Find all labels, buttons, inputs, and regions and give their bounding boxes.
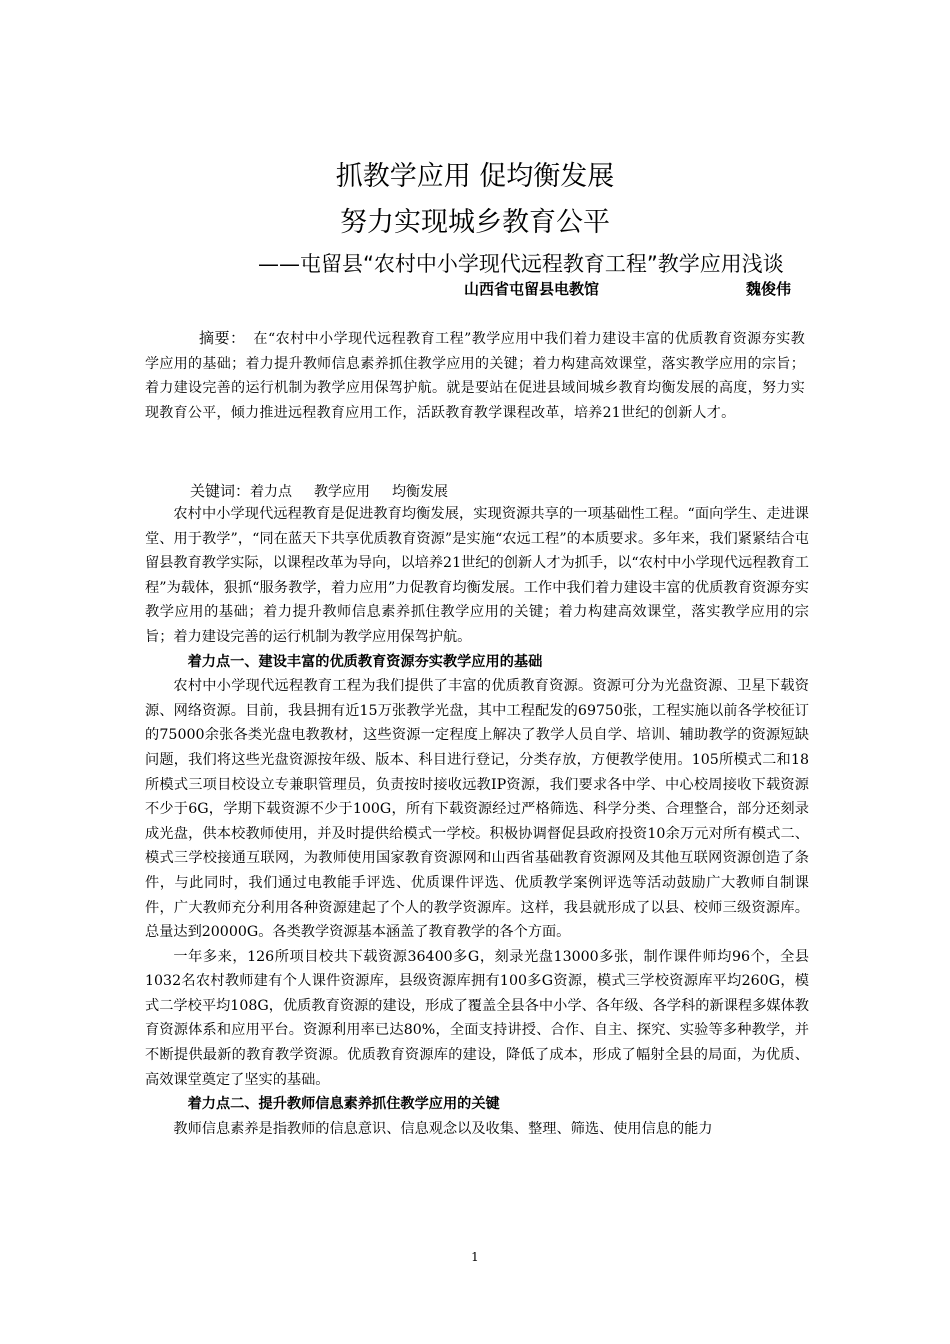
body-text bbox=[145, 502, 809, 1141]
section-heading-2: 着力点二、提升教师信息素养抓住教学应用的关键 bbox=[187, 1096, 500, 1113]
organization: 山西省屯留县电教馆 bbox=[464, 280, 600, 298]
intro-paragraph: 农村中小学现代远程教育是促进教育均衡发展，实现资源共享的一项基础性工程。“面向学生、走进课堂、用于教学”，“同在蓝天下共享优质教育资源”是实施“农远工程”的本质要求。多年来，我们紧紧结合屯留县教育教学实际，以课程改革为导向，以培养21世纪的创新人才为抓手，以“农村中小学现代远程教育工程”为载体，狠抓“服务教学，着力应用”力促教育均衡发展。工作中我们着力建设丰富的优质教育资源夯实教学应用的基础；着力提升教师信息素养抓住教学应用的关键；着力构建高效课堂，落实教学应用的宗旨；着力建设完善的运行机制为教学应用保驾护航。 bbox=[145, 506, 809, 645]
title-line-2: 努力实现城乡教育公平 bbox=[340, 207, 610, 238]
abstract bbox=[145, 326, 805, 425]
keyword-item: 均衡发展 bbox=[392, 484, 449, 500]
abstract-text: 在“农村中小学现代远程教育工程”教学应用中我们着力建设丰富的优质教育资源夯实教学应用的基础；着力提升教师信息素养抓住教学应用的关键；着力构建高效课堂，落实教学应用的宗旨；着力建设完善的运行机制为教学应用保驾护航。就是要站在促进县域间城乡教育均衡发展的高度，努力实现教育公平，倾力推进远程教育应用工作，活跃教育教学课程改革，培养21世纪的创新人才。 bbox=[145, 331, 805, 421]
subtitle: ——屯留县“农村中小学现代远程教育工程”教学应用浅谈 bbox=[258, 252, 784, 276]
paragraph: 教师信息素养是指教师的信息意识、信息观念以及收集、整理、筛选、使用信息的能力 bbox=[173, 1120, 713, 1137]
keyword-item: 着力点 bbox=[250, 484, 293, 500]
keyword-item: 教学应用 bbox=[314, 484, 371, 500]
keywords bbox=[190, 480, 470, 503]
paragraph: 农村中小学现代远程教育工程为我们提供了丰富的优质教育资源。资源可分为光盘资源、卫星下载资源、网络资源。目前，我县拥有近15万张教学光盘，其中工程配发的69750张，工程实施以前各学校征订的75000余张各类光盘电教教材，这些资源一定程度上解决了教学人员自学、培训、辅助教学的资源短缺问题，我们将这些光盘资源按年级、版本、科目进行登记，分类存放，方便教学使用。105所模式二和18所模式三项目校设立专兼职管理员，负责按时接收远教IP资源，我们要求各中学、中心校周接收下载资源不少于6G，学期下载资源不少于100G，所有下载资源经过严格筛选、科学分类、合理整合，部分还刻录成光盘，供本校教师使用，并及时提供给模式一学校。积极协调督促县政府投资10余万元对所有模式二、模式三学校接通互联网，为教师使用国家教育资源网和山西省基础教育资源网及其他互联网资源创造了条件，与此同时，我们通过电教能手评选、优质课件评选、优质教学案例评选等活动鼓励广大教师自制课件，广大教师充分利用各种资源建起了个人的教学资源库。这样，我县就形成了以县、校师三级资源库。总量达到20000G。各类教学资源基本涵盖了教育教学的各个方面。 bbox=[145, 678, 809, 941]
paragraph: 一年多来，126所项目校共下载资源36400多G，刻录光盘13000多张，制作课件师均96个，全县1032名农村教师建有个人课件资源库，县级资源库拥有100多G资源，模式三学校资源库平均260G，模式二学校平均108G，优质教育资源的建设，形成了覆盖全县各中小学、各年级、各学科的新课程多媒体教育资源体系和应用平台。资源利用率已达80%，全面支持讲授、合作、自主、探究、实验等多种教学，并不断提供最新的教育教学资源。优质教育资源库的建设，降低了成本，形成了幅射全县的局面，为优质、高效课堂奠定了坚实的基础。 bbox=[145, 948, 809, 1088]
author-name: 魏俊伟 bbox=[746, 280, 792, 298]
section-heading-1: 着力点一、建设丰富的优质教育资源夯实教学应用的基础 bbox=[187, 653, 543, 670]
keywords-label: 关键词： bbox=[190, 482, 251, 500]
abstract-label: 摘要： bbox=[199, 329, 246, 347]
page-number: 1 bbox=[471, 1250, 479, 1264]
title-line-1: 抓教学应用 促均衡发展 bbox=[335, 161, 615, 192]
